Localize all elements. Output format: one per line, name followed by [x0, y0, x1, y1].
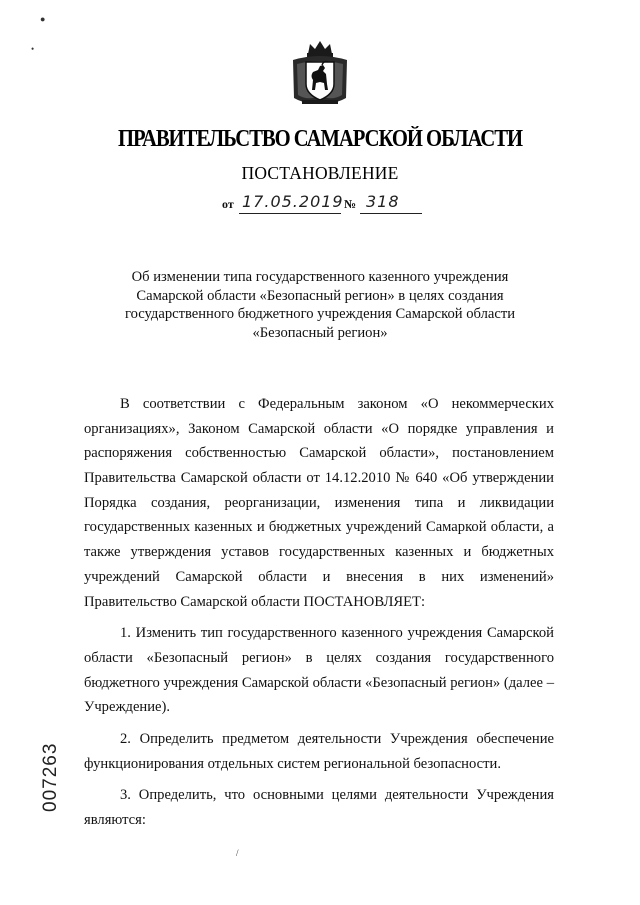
preamble-line: Порядка создания, реорганизации, изменения типа и ликвидации [84, 494, 554, 511]
item-3-line: являются: [84, 812, 146, 828]
preamble-line: распоряжения собственностью Самарской области», постановлением [84, 445, 554, 462]
preamble-line: Правительства Самарской области от 14.12.2010 № 640 «Об утверждении [84, 470, 554, 487]
date-prefix: от [222, 197, 234, 211]
date-value: 17.05.2019 [242, 192, 344, 211]
preamble-line: также утверждения уставов государственных казенных и бюджетных [84, 544, 554, 561]
scan-mark: • [31, 44, 35, 54]
subject-line: Об изменении типа государственного казенного учреждения [131, 269, 509, 285]
number-value: 318 [366, 192, 400, 211]
item-2-line: 2. Определить предметом деятельности Учреждения обеспечение [120, 730, 554, 747]
date-underline [239, 213, 341, 214]
preamble-line: учреждений Самарской области и внесения в них изменений» [84, 568, 554, 585]
document-subject [100, 268, 540, 342]
subject-line: «Безопасный регион» [252, 324, 388, 341]
scan-mark: / [236, 848, 239, 858]
document-body [84, 392, 554, 833]
item-1-line: Учреждение). [84, 699, 171, 716]
preamble-line: В соответствии с Федеральным законом «О некоммерческих [120, 396, 554, 412]
number-underline [360, 213, 422, 214]
item-1-line: бюджетного учреждения Самарской области «Безопасный регион» (далее – [84, 674, 554, 691]
side-number-text: 007263 [40, 742, 61, 812]
subject-line: Самарской области «Безопасный регион» в целях создания [136, 287, 504, 304]
item-1-line: 1. Изменить тип государственного казенного учреждения Самарской [120, 625, 554, 642]
scan-mark: ● [40, 14, 46, 24]
subject-line: государственного бюджетного учреждения Самарской области [124, 306, 516, 322]
document-type: ПОСТАНОВЛЕНИЕ [241, 163, 399, 183]
item-1-line: области «Безопасный регион» в целях создания государственного [84, 649, 554, 666]
preamble-line: Правительство Самарской области ПОСТАНОВЛЯЕТ: [84, 593, 426, 610]
date-number-line [222, 192, 432, 214]
item-3-line: 3. Определить, что основными целями деятельности Учреждения [120, 787, 554, 804]
preamble-line: государственных казенных и бюджетных учреждений Самаркой области, а [84, 519, 554, 536]
item-2-line: функционирования отдельных систем региональной безопасности. [84, 755, 501, 772]
preamble-line: организациях», Законом Самарской области «О порядке управления и [84, 420, 554, 437]
government-title: ПРАВИТЕЛЬСТВО САМАРСКОЙ ОБЛАСТИ [117, 126, 523, 152]
samara-coat-of-arms-icon [288, 40, 352, 108]
number-prefix: № [344, 197, 357, 211]
